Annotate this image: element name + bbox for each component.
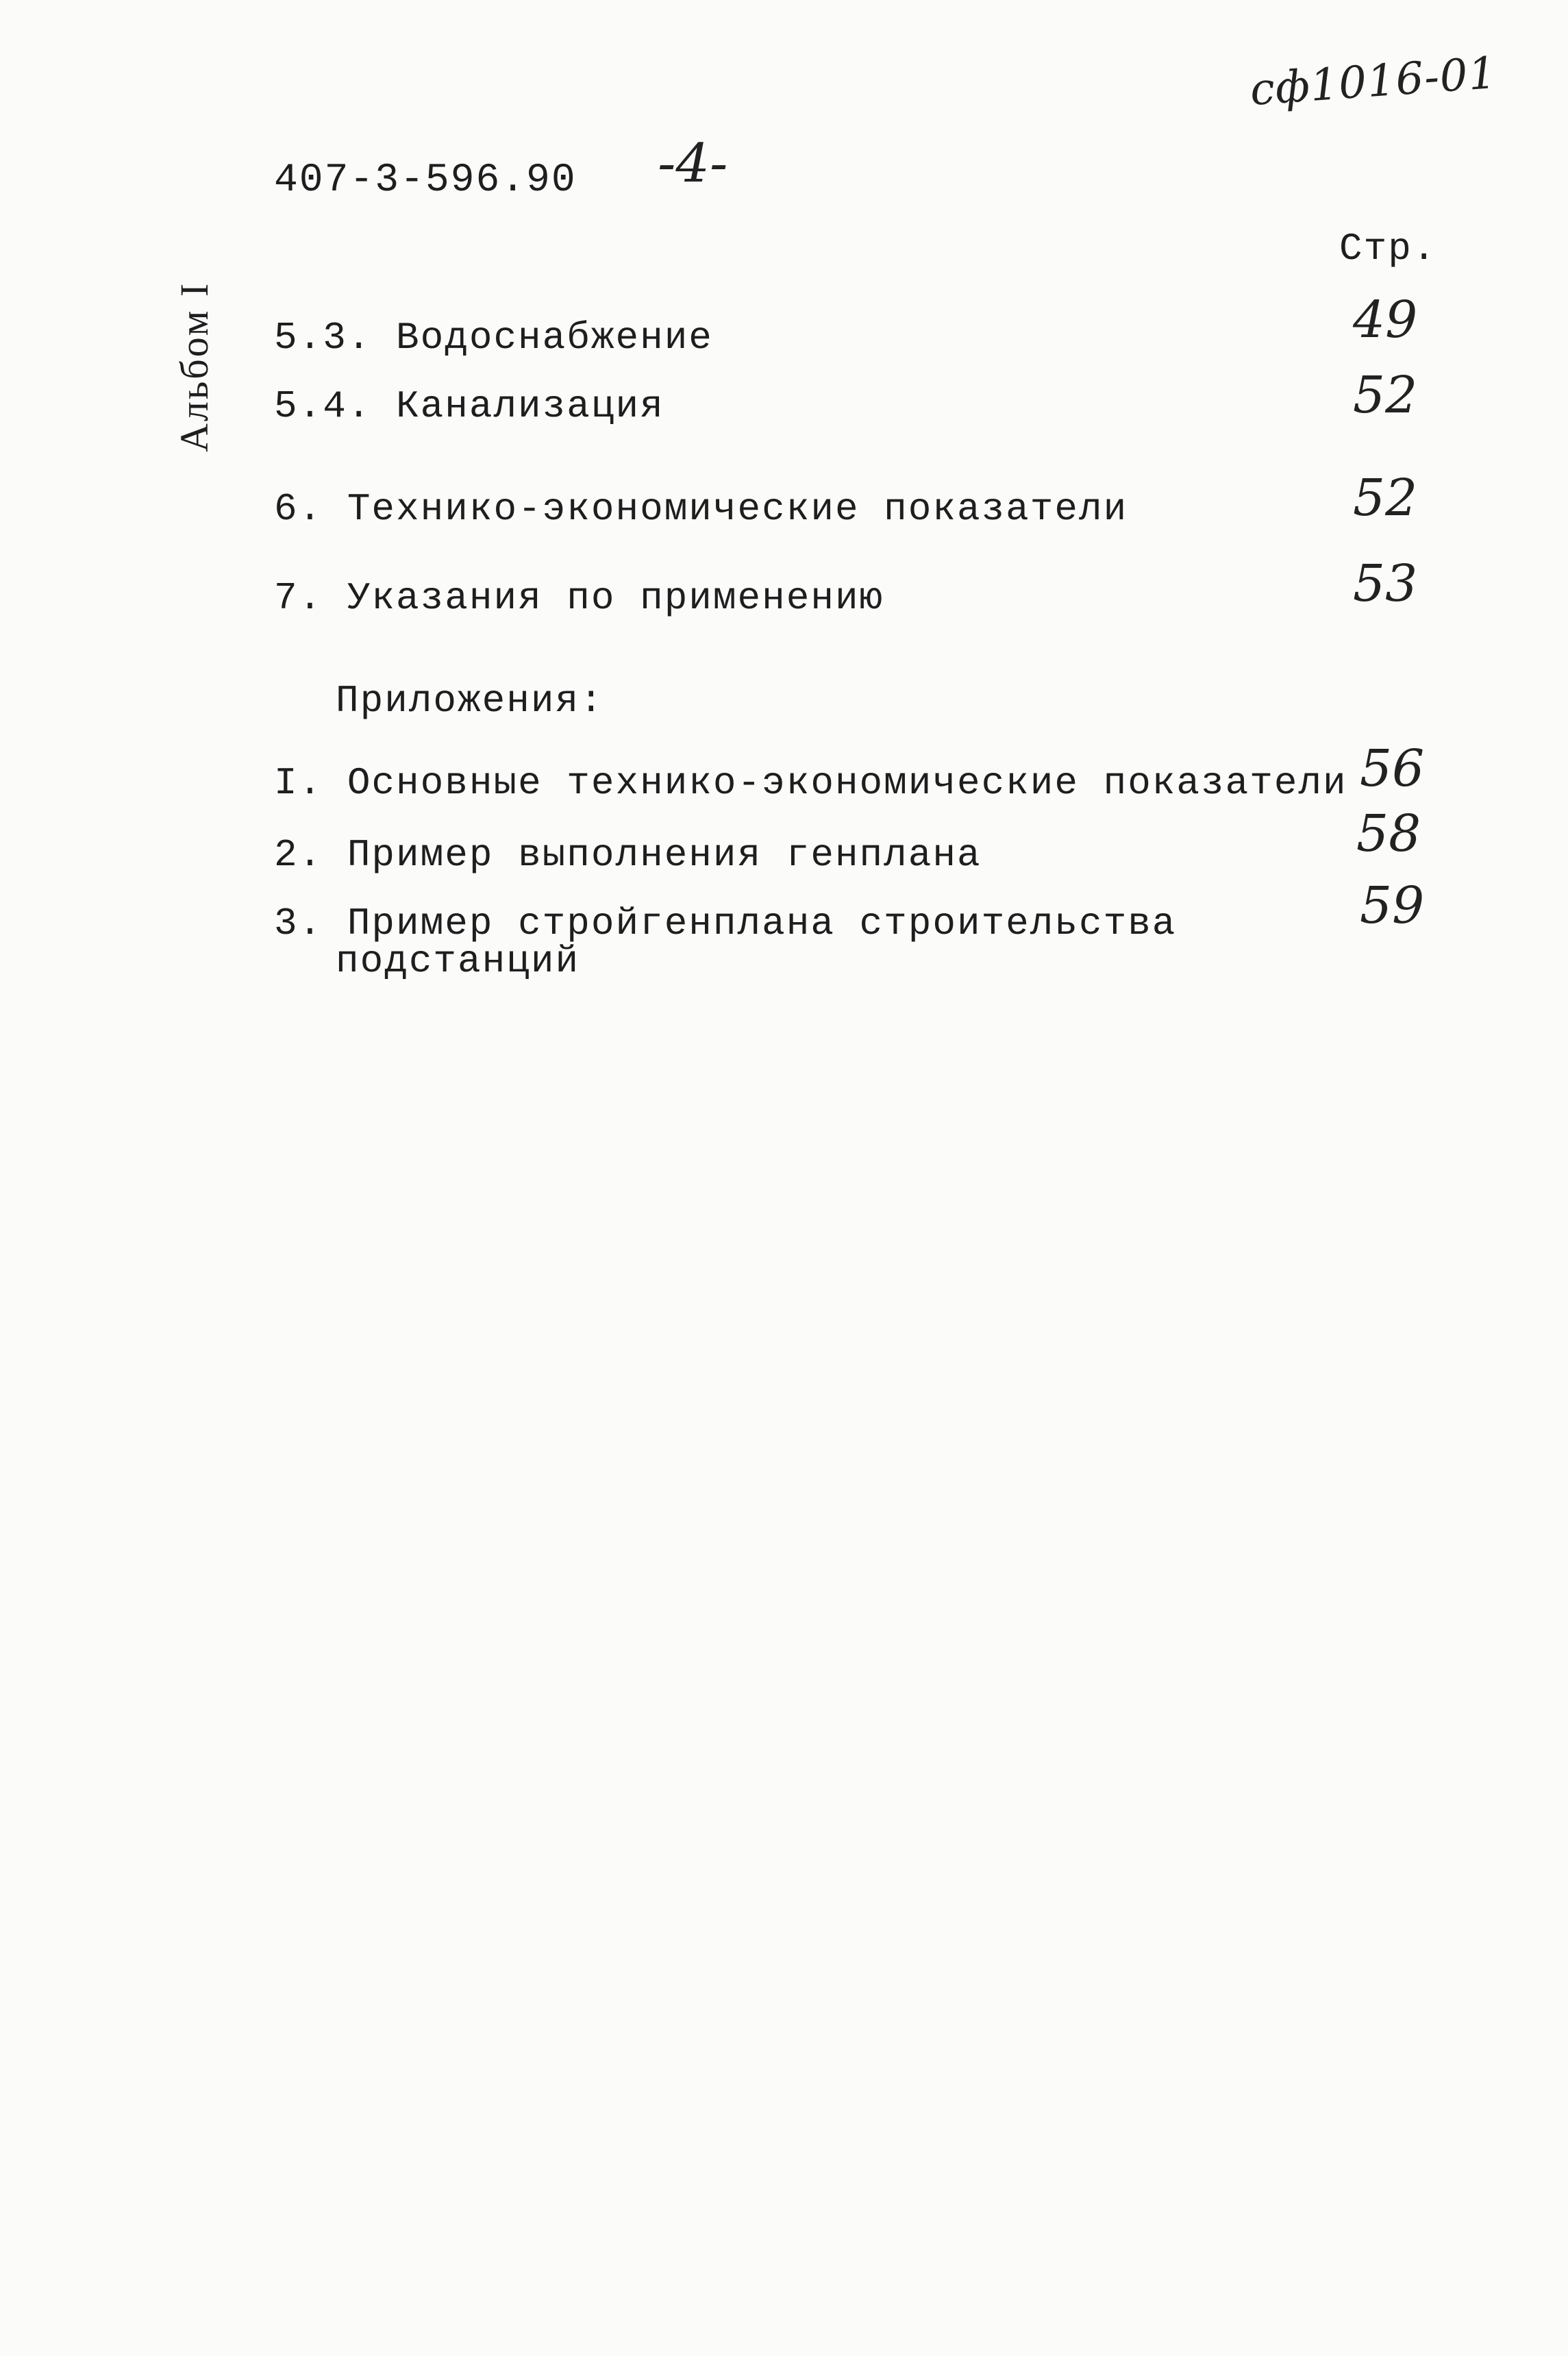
appendix-heading: Приложения:: [336, 679, 604, 723]
handwritten-reference-code: сф1016-01: [1248, 47, 1499, 116]
appendix-entry-3: [274, 904, 1176, 943]
appendix-entry-title: Пример стройгенплана строительства: [347, 902, 1177, 945]
toc-entry-title: Технико-экономические показатели: [347, 487, 1128, 531]
toc-entry-page: 52: [1353, 366, 1418, 425]
toc-entry-title: Водоснабжение: [396, 316, 713, 360]
toc-entry-7: [274, 576, 884, 620]
appendix-entry-title-continuation: подстанций: [336, 939, 580, 983]
document-code: 407-3-596.90: [274, 158, 577, 203]
toc-entry-page: 53: [1353, 554, 1418, 613]
toc-entry-5-4: [274, 384, 664, 428]
toc-entry-title: Канализация: [396, 384, 664, 428]
toc-entry-5-3: [274, 316, 713, 360]
toc-entry-number: 6.: [274, 487, 323, 531]
appendix-entry-title: Пример выполнения генплана: [347, 833, 982, 877]
appendix-entry-page: 59: [1360, 876, 1425, 935]
toc-entry-number: 5.4.: [274, 384, 372, 428]
toc-entry-number: 7.: [274, 576, 323, 620]
appendix-entry-number: 2.: [274, 833, 323, 877]
page-number: -4-: [658, 133, 728, 195]
appendix-entry-page: 58: [1356, 804, 1421, 863]
toc-entry-page: 49: [1353, 290, 1418, 349]
appendix-entry-2: [274, 833, 982, 877]
album-side-label: Альбом I: [172, 281, 216, 452]
toc-entry-title: Указания по применению: [347, 576, 884, 620]
appendix-entry-title: Основные технико-экономические показатели: [347, 761, 1347, 805]
toc-entry-page: 52: [1353, 469, 1418, 528]
page-column-heading: Стр.: [1339, 227, 1437, 271]
toc-entry-6: [274, 487, 1128, 531]
appendix-entry-number: 3.: [274, 902, 323, 945]
appendix-entry-1: [274, 761, 1347, 805]
toc-entry-number: 5.3.: [274, 316, 372, 360]
appendix-entry-number: I.: [274, 761, 323, 805]
appendix-entry-page: 56: [1360, 739, 1425, 798]
